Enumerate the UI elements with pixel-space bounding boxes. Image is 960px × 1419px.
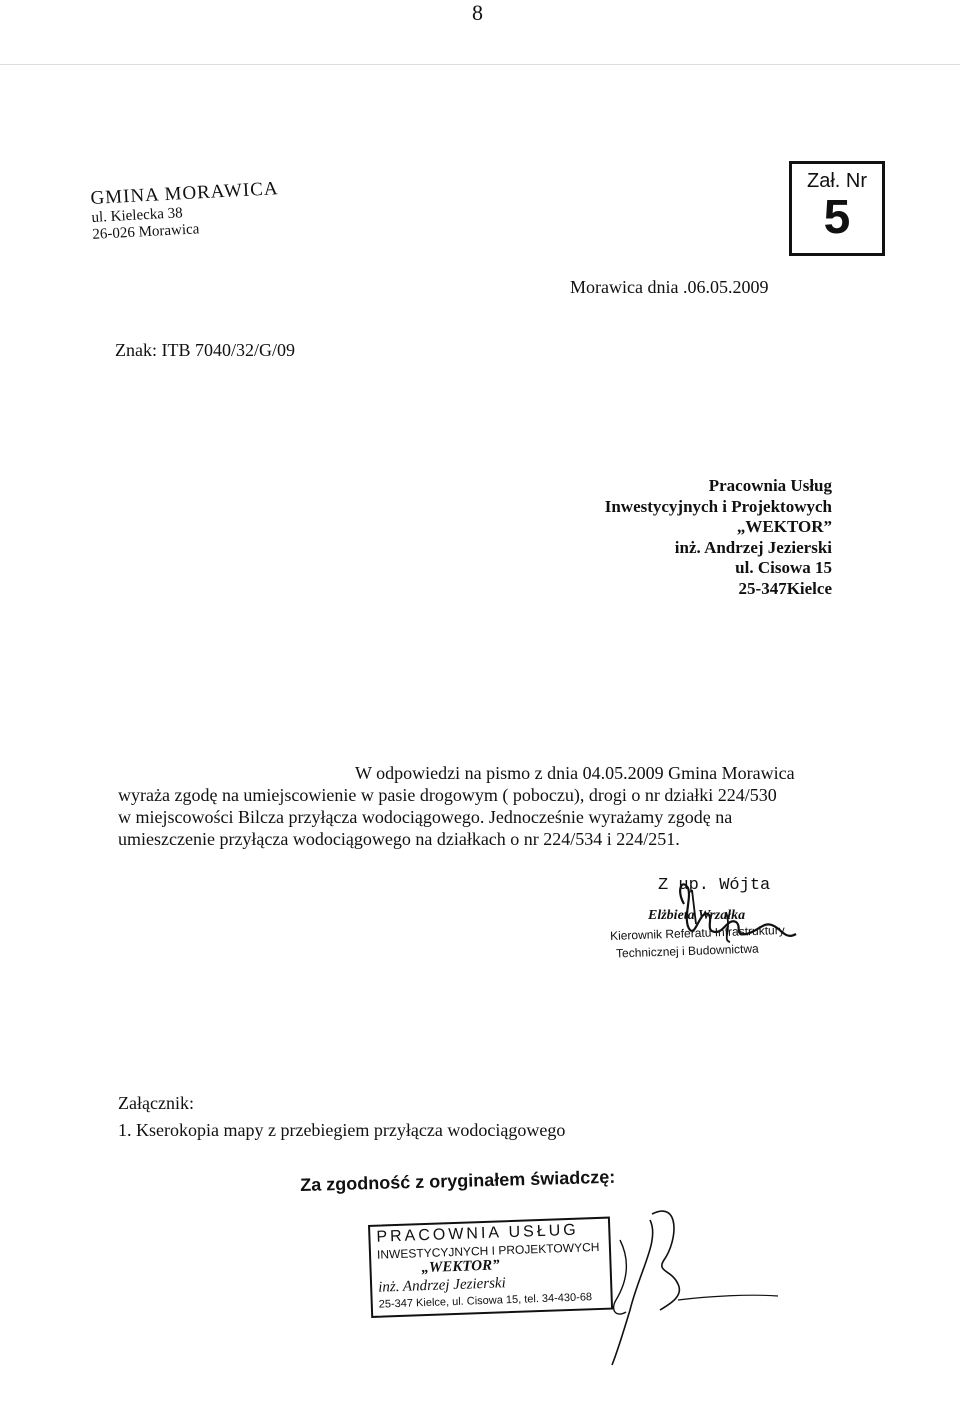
certification-stamp: Za zgodność z oryginałem świadczę:	[300, 1166, 616, 1195]
signature-stamp-line: Z up. Wójta	[658, 876, 771, 895]
letter-body	[118, 762, 795, 850]
recipient-address	[605, 476, 832, 599]
recipient-line: Pracownia Usług	[708, 476, 832, 495]
page-number: 8	[472, 0, 483, 25]
recipient-line: „WEKTOR”	[736, 517, 832, 536]
recipient-line: inż. Andrzej Jezierski	[674, 537, 832, 557]
sender-name: GMINA MORAWICA	[90, 178, 280, 209]
body-line: umieszczenie przyłącza wodociągowego na działkach o nr 224/534 i 224/251.	[118, 829, 680, 849]
attachment-box-number: 5	[823, 191, 851, 244]
reference-number: Znak: ITB 7040/32/G/09	[115, 340, 295, 360]
attachment-number-box	[789, 161, 885, 256]
recipient-line: 25-347Kielce	[738, 578, 832, 598]
recipient-line: ul. Cisowa 15	[735, 558, 832, 577]
sender-header	[90, 178, 281, 244]
company-stamp-line: inż. Andrzej Jezierski	[377, 1275, 507, 1296]
body-line: wyraża zgodę na umiejscowienie w pasie drogowym ( poboczu), drogi o nr działki 224/530	[118, 785, 777, 805]
company-stamp-line: INWESTYCYJNYCH I PROJEKTOWYCH	[376, 1239, 600, 1262]
recipient-line: Inwestycyjnych i Projektowych	[604, 496, 832, 516]
top-divider	[0, 64, 960, 65]
certification-signature-icon	[560, 1200, 780, 1370]
company-stamp-line: „WEKTOR”	[421, 1257, 500, 1277]
signature-stamp-line: Technicznej i Budownictwa	[615, 941, 759, 961]
attachment-box-label: Zał. Nr	[807, 170, 867, 192]
body-line: W odpowiedzi na pismo z dnia 04.05.2009 Gmina Morawica	[355, 763, 795, 783]
handwritten-signature-icon	[596, 870, 826, 970]
sender-postal: 26-026 Morawica	[92, 221, 200, 244]
signature-stamp-line: Kierownik Referatu Infrastruktury	[609, 922, 785, 944]
company-stamp-line: PRACOWNIA USŁUG	[376, 1221, 579, 1246]
signature-stamp-line: Elżbieta Wrzałka	[648, 908, 746, 923]
attachments-label: Załącznik:	[118, 1093, 194, 1113]
company-stamp-line: 25-347 Kielce, ul. Cisowa 15, tel. 34-430-68	[378, 1291, 593, 1311]
sender-street: ul. Kielecka 38	[91, 205, 184, 226]
signature-stamp	[596, 870, 826, 970]
letter-date: Morawica dnia .06.05.2009	[570, 277, 769, 297]
attachment-item: 1. Kserokopia mapy z przebiegiem przyłącza wodociągowego	[118, 1120, 566, 1140]
body-line: w miejscowości Bilcza przyłącza wodociągowego. Jednocześnie wyrażamy zgodę na	[118, 807, 733, 827]
